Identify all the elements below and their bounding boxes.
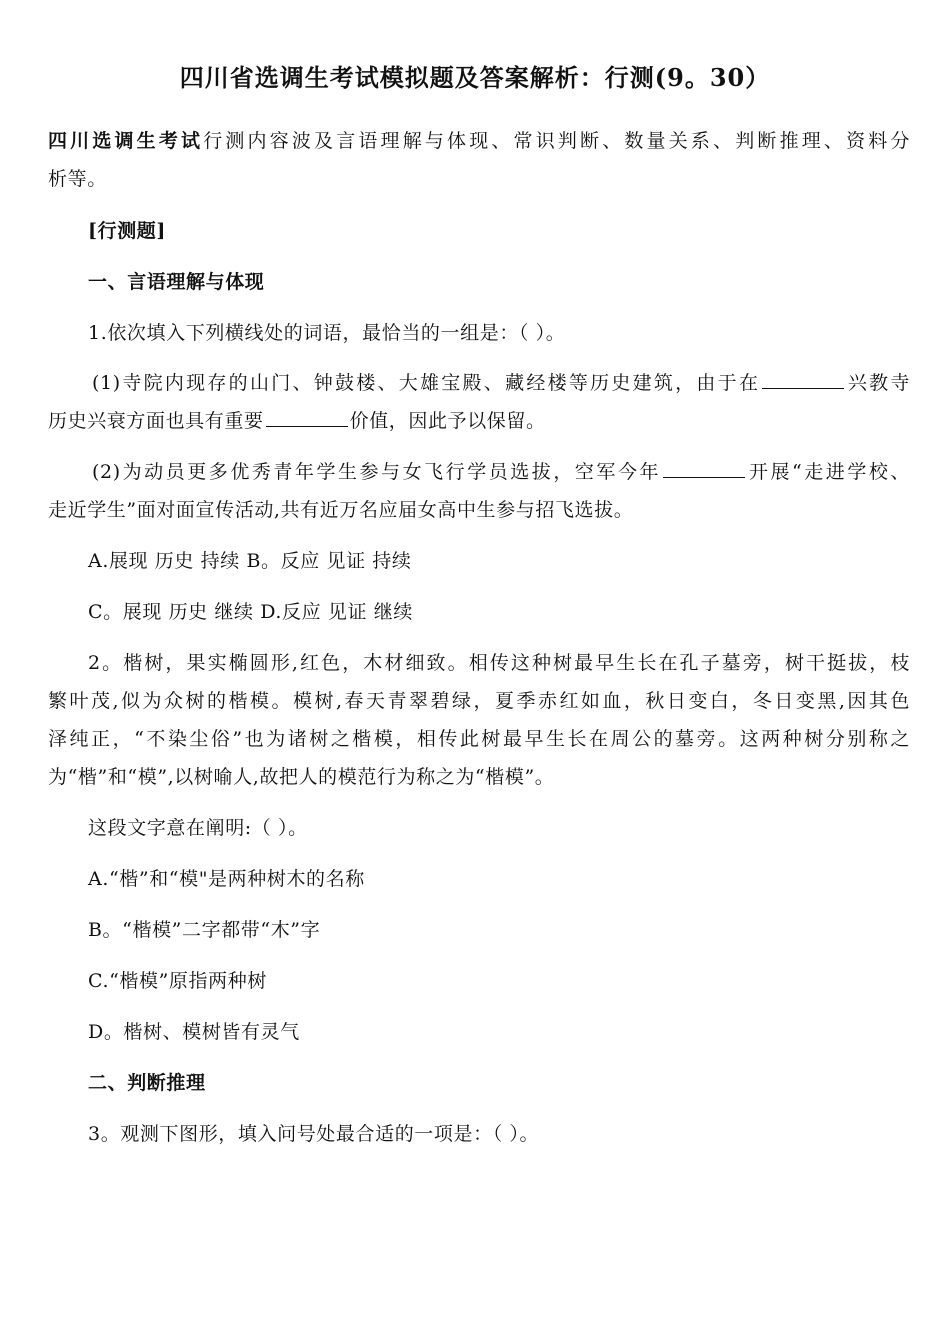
q1-blank-2 bbox=[266, 404, 348, 427]
q1-s1-part-d: 价值，因此予以保留。 bbox=[349, 410, 546, 432]
q2-para-line1: 2。楷树，果实椭圆形,红色，木材细致。相传这种树最早生长在孔子墓旁，树干挺拔，枝 bbox=[88, 652, 910, 674]
page-title: 四川省选调生考试模拟题及答案解析：行测(9。30） bbox=[179, 63, 771, 92]
q1-s1-part-b: 兴教寺 bbox=[846, 372, 910, 394]
intro-line-1-text: 行测内容波及言语理解与体现、常识判断、数量关系、判断推理、资料分 bbox=[203, 130, 911, 152]
q1-stem: 1.依次填入下列横线处的词语，最恰当的一组是：（ ）。 bbox=[88, 322, 566, 344]
section-heading-1: 一、言语理解与体现 bbox=[88, 271, 265, 293]
q1-options-cd: C。展现 历史 继续 D.反应 见证 继续 bbox=[88, 601, 413, 623]
q1-blank-3 bbox=[663, 455, 745, 478]
q2-para-line2: 繁叶茂,似为众树的楷模。模树,春天青翠碧绿，夏季赤红如血，秋日变白，冬日变黑,因其色 bbox=[48, 690, 910, 712]
q1-s1-part-c: 历史兴衰方面也具有重要 bbox=[48, 410, 264, 432]
q2-para-line3: 泽纯正，“不染尘俗”也为诸树之楷模，相传此树最早生长在周公的墓旁。这两种树分别称之 bbox=[48, 728, 910, 750]
q2-option-b: B。“楷模”二字都带“木”字 bbox=[88, 919, 321, 941]
q1-sentence1-line2 bbox=[48, 402, 910, 440]
q2-option-d: D。楷树、模树皆有灵气 bbox=[88, 1021, 300, 1043]
q1-sentence2-line2: 走近学生”面对面宣传活动,共有近万名应届女高中生参与招飞选拔。 bbox=[48, 499, 634, 521]
q2-option-a: A.“楷”和“模"是两种树木的名称 bbox=[88, 868, 365, 890]
intro-line-1 bbox=[48, 122, 910, 160]
q2-para-line4: 为“楷”和“模”,以树喻人,故把人的模范行为称之为“楷模”。 bbox=[48, 766, 555, 788]
q1-options-ab: A.展现 历史 持续 B。反应 见证 持续 bbox=[88, 550, 412, 572]
section-heading-2: 二、判断推理 bbox=[88, 1072, 206, 1094]
intro-bold-lead: 四川选调生考试 bbox=[48, 130, 204, 152]
intro-line-2: 析等。 bbox=[48, 168, 107, 190]
q1-s2-part-b: 开展“走进学校、 bbox=[747, 461, 911, 483]
q1-sentence2-line1 bbox=[92, 453, 910, 491]
q2-option-c: C.“楷模”原指两种树 bbox=[88, 970, 267, 992]
q2-question: 这段文字意在阐明:（ ）。 bbox=[88, 817, 308, 839]
q1-sentence1-line1 bbox=[92, 364, 910, 402]
q1-s1-part-a: (1)寺院内现存的山门、钟鼓楼、大雄宝殿、藏经楼等历史建筑，由于在 bbox=[92, 372, 761, 394]
q3-stem: 3。观测下图形，填入问号处最合适的一项是：（ ）。 bbox=[88, 1123, 540, 1145]
section-tag: [行测题] bbox=[88, 220, 166, 242]
q1-blank-1 bbox=[762, 366, 844, 389]
q1-s2-part-a: (2)为动员更多优秀青年学生参与女飞行学员选拔，空军今年 bbox=[92, 461, 662, 483]
